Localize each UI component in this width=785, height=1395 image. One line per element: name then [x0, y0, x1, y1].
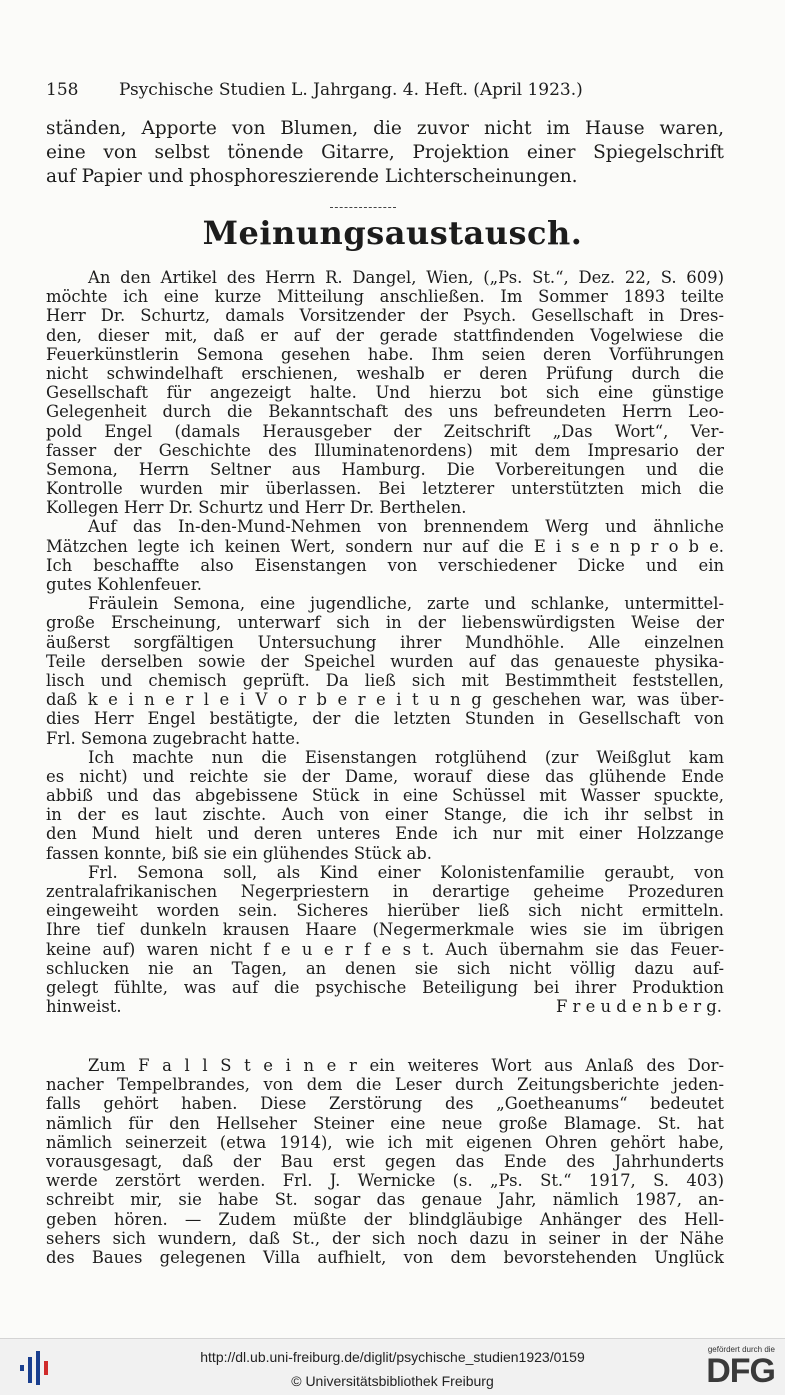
copyright-notice: © Universitätsbibliothek Freiburg [291, 1373, 494, 1389]
text-line: lisch und chemisch geprüft. Da ließ sich mit Bestimmtheit feststellen, [46, 670, 724, 690]
text-line: den, dieser mit, daß er auf der gerade stattfindenden Vogelwiese die [46, 325, 724, 345]
text-line [46, 997, 724, 1016]
text-line: ständen, Apporte von Blumen, die zuvor nicht im Hause waren, [46, 118, 724, 139]
article-fall-steiner [46, 1056, 724, 1267]
text-line: werde zerstört werden. Frl. J. Wernicke (s. „Ps. St.“ 1917, S. 403) [46, 1171, 724, 1191]
author-signature: F r e u d e n b e r g. [555, 997, 722, 1017]
text-line: Kontrolle wurden mir überlassen. Bei letzterer unterstützten mich die [46, 479, 724, 499]
text-line: große Erscheinung, unterwarf sich in der liebenswürdigsten Weise der [46, 613, 724, 633]
text-line: sehers sich wundern, daß St., der sich noch dazu in seiner in der Nähe [46, 1228, 724, 1248]
text-line: eine von selbst tönende Gitarre, Projektion einer Spiegelschrift [46, 142, 724, 163]
dfg-logo: DFG [706, 1352, 775, 1390]
page-number: 158 [46, 80, 79, 100]
text-line: Gesellschaft für angezeigt halte. Und hierzu bot sich eine günstige [46, 383, 724, 403]
permalink-url[interactable]: http://dl.ub.uni-freiburg.de/diglit/psychische_studien1923/0159 [200, 1349, 585, 1365]
text-line: zentralafrikanischen Negerpriestern in derartige geheime Prozeduren [46, 882, 724, 901]
text-line: äußerst sorgfältigen Untersuchung ihrer Mundhöhle. Alle einzelnen [46, 632, 724, 652]
text-line: Herr Dr. Schurtz, damals Vorsitzender der Psych. Gesellschaft in Dres- [46, 306, 724, 326]
text-line: es nicht) und reichte sie der Dame, worauf diese das glühende Ende [46, 766, 724, 786]
section-divider [330, 207, 396, 209]
intro-paragraph [46, 117, 724, 189]
text-line: Kollegen Herr Dr. Schurtz und Herr Dr. Berthelen. [46, 498, 467, 518]
text-line: fasser der Geschichte des Illuminatenordens) mit dem Impresario der [46, 440, 724, 460]
text-line: Ich machte nun die Eisenstangen rotglühend (zur Weißglut kam [88, 747, 724, 767]
viewer-footer [0, 1338, 785, 1395]
text-line: Mätzchen legte ich keinen Wert, sondern nur auf die E i s e n p r o b e. [46, 536, 724, 556]
text-line: den Mund hielt und deren unteres Ende ich nur mit einer Holzzange [46, 824, 724, 844]
text-line: Teile derselben sowie der Speichel wurden auf das genaueste physika- [46, 651, 724, 671]
text-line: Frl. Semona zugebracht hatte. [46, 728, 301, 748]
text-line: schlucken nie an Tagen, an denen sie sich nicht völlig dazu auf- [46, 958, 724, 978]
text-line: eingeweiht worden sein. Sicheres hierüber ließ sich nicht ermitteln. [46, 901, 724, 921]
text-line: Gelegenheit durch die Bekanntschaft des uns befreundeten Herrn Leo- [46, 402, 724, 422]
running-header [46, 80, 746, 108]
text-line: Auf das In-den-Mund-Nehmen von brennendem Werg und ähnliche [88, 517, 724, 537]
text-line: dies Herr Engel bestätigte, der die letzten Stunden in Gesellschaft von [46, 709, 724, 729]
text-line: Fräulein Semona, eine jugendliche, zarte und schlanke, untermittel- [88, 594, 724, 614]
text-line: vorausgesagt, daß der Bau erst gegen das Ende des Jahrhunderts [46, 1151, 724, 1171]
text-line: Semona, Herrn Seltner aus Hamburg. Die Vorbereitungen und die [46, 459, 724, 479]
text-line: abbiß und das abgebissene Stück in eine Schüssel mit Wasser spuckte, [46, 786, 724, 806]
text-line: Ich beschaffte also Eisenstangen von verschiedener Dicke und ein [46, 555, 724, 575]
text-line: schreibt mir, sie habe St. sogar das genaue Jahr, nämlich 1987, an- [46, 1190, 724, 1210]
text-line: Zum F a l l S t e i n e r ein weiteres Wort aus Anlaß des Dor- [88, 1056, 724, 1075]
running-title: Psychische Studien L. Jahrgang. 4. Heft. (April 1923.) [119, 80, 583, 100]
text-line: An den Artikel des Herrn R. Dangel, Wien, („Ps. St.“, Dez. 22, S. 609) [88, 268, 724, 287]
text-line: pold Engel (damals Herausgeber der Zeitschrift „Das Wort“, Ver- [46, 421, 724, 441]
text-line: in der es laut zischte. Auch von einer Stange, die ich ihr selbst in [46, 805, 724, 825]
text-line: Ihre tief dunkeln krausen Haare (Negermerkmale wies sie im übrigen [46, 920, 724, 940]
text-line: gelegt fühlte, was auf die psychische Beteiligung bei ihrer Produktion [46, 977, 724, 997]
text-line: des Baues gelegenen Villa aufhielt, von dem bevorstehenden Unglück [46, 1247, 724, 1267]
text-line: nicht schwindelhaft erschienen, weshalb er deren Prüfung durch die [46, 363, 724, 383]
text-line: daß k e i n e r l e i V o r b e r e i t u n g geschehen war, was über- [46, 690, 724, 710]
text-line: auf Papier und phosphoreszierende Lichterscheinungen. [46, 166, 578, 187]
text-line: keine auf) waren nicht f e u e r f e s t. Auch übernahm sie das Feuer- [46, 939, 724, 959]
text-line: nämlich seinerzeit (etwa 1914), wie ich mit eigenen Ohren gehört habe, [46, 1132, 724, 1152]
section-heading: Meinungsaustausch. [202, 214, 583, 252]
text-line: fassen konnte, biß sie ein glühendes Stück ab. [46, 843, 432, 863]
text-line: nacher Tempelbrandes, von dem die Leser durch Zeitungsberichte jeden- [46, 1075, 724, 1095]
text-line: geben hören. — Zudem müßte der blindgläubige Anhänger des Hell- [46, 1209, 724, 1229]
text-line: Frl. Semona soll, als Kind einer Kolonistenfamilie geraubt, von [88, 862, 724, 882]
text-line: Feuerkünstlerin Semona gesehen habe. Ihm seien deren Vorführungen [46, 344, 724, 364]
text-line-end: hinweist. [46, 997, 122, 1017]
text-line: falls gehört haben. Diese Zerstörung des „Goetheanums“ bedeutet [46, 1094, 724, 1114]
sponsor-caption: gefördert durch die [707, 1345, 775, 1354]
article-freudenberg [46, 268, 724, 1016]
text-line: nämlich für den Hellseher Steiner eine neue große Blamage. St. hat [46, 1113, 724, 1133]
text-line: gutes Kohlenfeuer. [46, 575, 202, 594]
text-line: möchte ich eine kurze Mitteilung anschließen. Im Sommer 1893 teilte [46, 287, 724, 307]
